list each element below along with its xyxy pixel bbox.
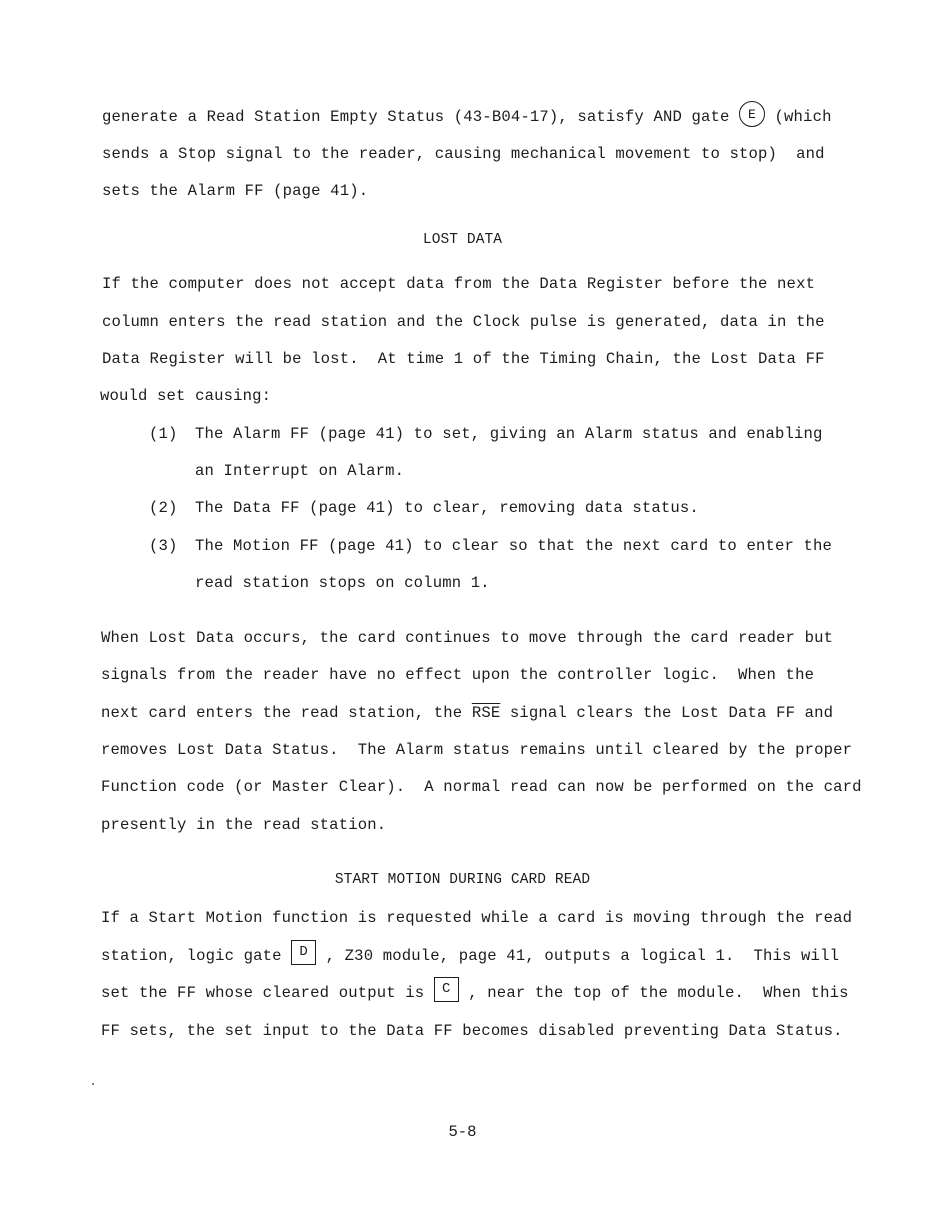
- gate-e-circle-marker: E: [739, 101, 765, 127]
- list-item-1-number: (1): [149, 425, 178, 443]
- paragraph-3-line-1: When Lost Data occurs, the card continues to move through the card reader but: [101, 629, 834, 647]
- paragraph-4-line-2: [101, 946, 839, 966]
- p4-line-3-after: , near the top of the module. When this: [458, 984, 849, 1002]
- paragraph-3-line-2: signals from the reader have no effect upon the controller logic. When the: [101, 666, 815, 684]
- paragraph-2-line-3: Data Register will be lost. At time 1 of the Timing Chain, the Lost Data FF: [102, 350, 825, 368]
- list-item-2-line-1: The Data FF (page 41) to clear, removing data status.: [195, 499, 699, 517]
- start-motion-heading: START MOTION DURING CARD READ: [334, 872, 591, 888]
- page-number: 5-8: [448, 1123, 477, 1141]
- list-item-2-number: (2): [149, 499, 178, 517]
- p4-line-3-before: set the FF whose cleared output is: [101, 984, 434, 1002]
- paragraph-1-line-2: sends a Stop signal to the reader, causing mechanical movement to stop) and: [102, 145, 825, 163]
- paragraph-1-line-1: [102, 107, 832, 127]
- list-item-1-line-2: an Interrupt on Alarm.: [195, 462, 405, 480]
- paragraph-4-line-4: FF sets, the set input to the Data FF becomes disabled preventing Data Status.: [101, 1022, 843, 1040]
- p3-line-3-before: next card enters the read station, the: [101, 704, 472, 722]
- list-item-3-line-1: The Motion FF (page 41) to clear so that the next card to enter the: [195, 537, 833, 555]
- p1-line-1-before: generate a Read Station Empty Status (43-B04-17), satisfy AND gate: [102, 108, 740, 127]
- p1-line-1-after: (which: [765, 108, 832, 127]
- paragraph-4-line-3: [101, 983, 849, 1003]
- paragraph-3-line-6: presently in the read station.: [101, 816, 387, 834]
- paragraph-3-line-3: [101, 703, 833, 723]
- paragraph-3-line-4: removes Lost Data Status. The Alarm status remains until cleared by the proper: [101, 741, 853, 759]
- gate-c-box-marker: C: [434, 977, 459, 1002]
- lost-data-heading: LOST DATA: [422, 232, 503, 248]
- rse-signal-overlined: $\overline{RSE}$: [471, 704, 501, 722]
- p4-line-2-before: station, logic gate: [101, 947, 292, 965]
- p4-line-2-after: , Z30 module, page 41, outputs a logical 1. This will: [316, 947, 840, 965]
- paragraph-2-line-1: If the computer does not accept data from the Data Register before the next: [102, 275, 816, 293]
- gate-d-box-marker: D: [291, 940, 316, 965]
- scan-speck: [92, 1083, 94, 1085]
- paragraph-1-line-3: sets the Alarm FF (page 41).: [102, 182, 369, 200]
- list-item-1-line-1: The Alarm FF (page 41) to set, giving an Alarm status and enabling: [195, 425, 823, 443]
- paragraph-3-line-5: Function code (or Master Clear). A normal read can now be performed on the card: [101, 778, 862, 796]
- paragraph-4-line-1: If a Start Motion function is requested while a card is moving through the read: [101, 909, 853, 927]
- paragraph-2-line-2: column enters the read station and the Clock pulse is generated, data in the: [102, 313, 825, 331]
- list-item-3-number: (3): [149, 537, 178, 555]
- p3-line-3-after: signal clears the Lost Data FF and: [500, 704, 834, 722]
- list-item-3-line-2: read station stops on column 1.: [195, 574, 490, 592]
- paragraph-2-line-4: would set causing:: [100, 387, 272, 405]
